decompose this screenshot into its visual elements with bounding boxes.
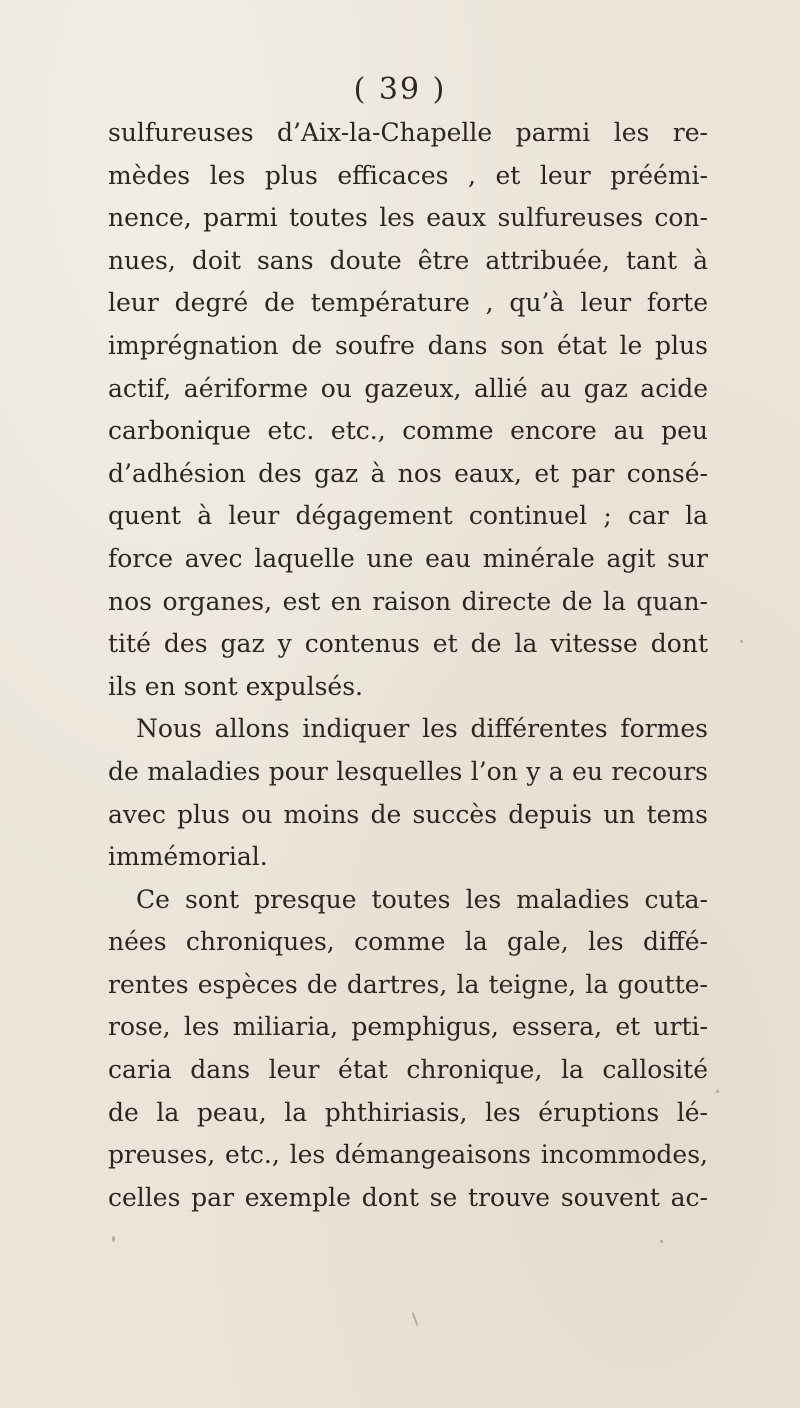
paper-speck — [660, 1240, 663, 1243]
text-line: tité des gaz y contenus et de la vitesse dont — [108, 629, 708, 659]
text-line: caria dans leur état chronique, la callosité — [108, 1055, 708, 1085]
paper-speck — [740, 640, 743, 643]
text-line: immémorial. — [108, 842, 268, 872]
text-line: nées chroniques, comme la gale, les diffé- — [108, 927, 708, 957]
paper-speck — [412, 1312, 419, 1326]
text-line: celles par exemple dont se trouve souvent ac- — [108, 1182, 708, 1212]
text-line: carbonique etc. etc., comme encore au peu — [108, 416, 708, 446]
text-line: nos organes, est en raison directe de la quan- — [108, 586, 708, 616]
text-line: quent à leur dégagement continuel ; car la — [108, 501, 708, 531]
text-line: de maladies pour lesquelles l’on y a eu recours — [108, 756, 708, 786]
text-line: imprégnation de soufre dans son état le plus — [108, 330, 708, 360]
text-line: Nous allons indiquer les différentes formes — [136, 714, 708, 744]
paper-speck — [716, 1090, 719, 1093]
text-line: nues, doit sans doute être attribuée, tant à — [108, 245, 708, 275]
text-line: Ce sont presque toutes les maladies cuta- — [136, 884, 708, 914]
text-line: leur degré de température , qu’à leur forte — [108, 288, 708, 318]
page-number: ( 39 ) — [353, 72, 447, 107]
body-text — [108, 112, 708, 1219]
text-line: rentes espèces de dartres, la teigne, la goutte- — [108, 969, 708, 999]
text-line: force avec laquelle une eau minérale agit sur — [108, 543, 708, 573]
text-line: avec plus ou moins de succès depuis un tems — [108, 799, 708, 829]
text-line: rose, les miliaria, pemphigus, essera, et urti- — [108, 1012, 708, 1042]
text-line: de la peau, la phthiriasis, les éruptions lé- — [108, 1097, 708, 1127]
text-line: sulfureuses d’Aix-la-Chapelle parmi les re- — [108, 118, 708, 147]
text-line: actif, aériforme ou gazeux, allié au gaz acide — [108, 373, 708, 403]
text-line: d’adhésion des gaz à nos eaux, et par consé- — [108, 458, 708, 488]
text-line: preuses, etc., les démangeaisons incommodes, — [108, 1140, 708, 1170]
text-line: mèdes les plus efficaces , et leur préémi- — [108, 160, 708, 190]
text-line: nence, parmi toutes les eaux sulfureuses con- — [108, 203, 708, 233]
text-line: ils en sont expulsés. — [108, 671, 363, 701]
paper-speck — [112, 1236, 115, 1242]
